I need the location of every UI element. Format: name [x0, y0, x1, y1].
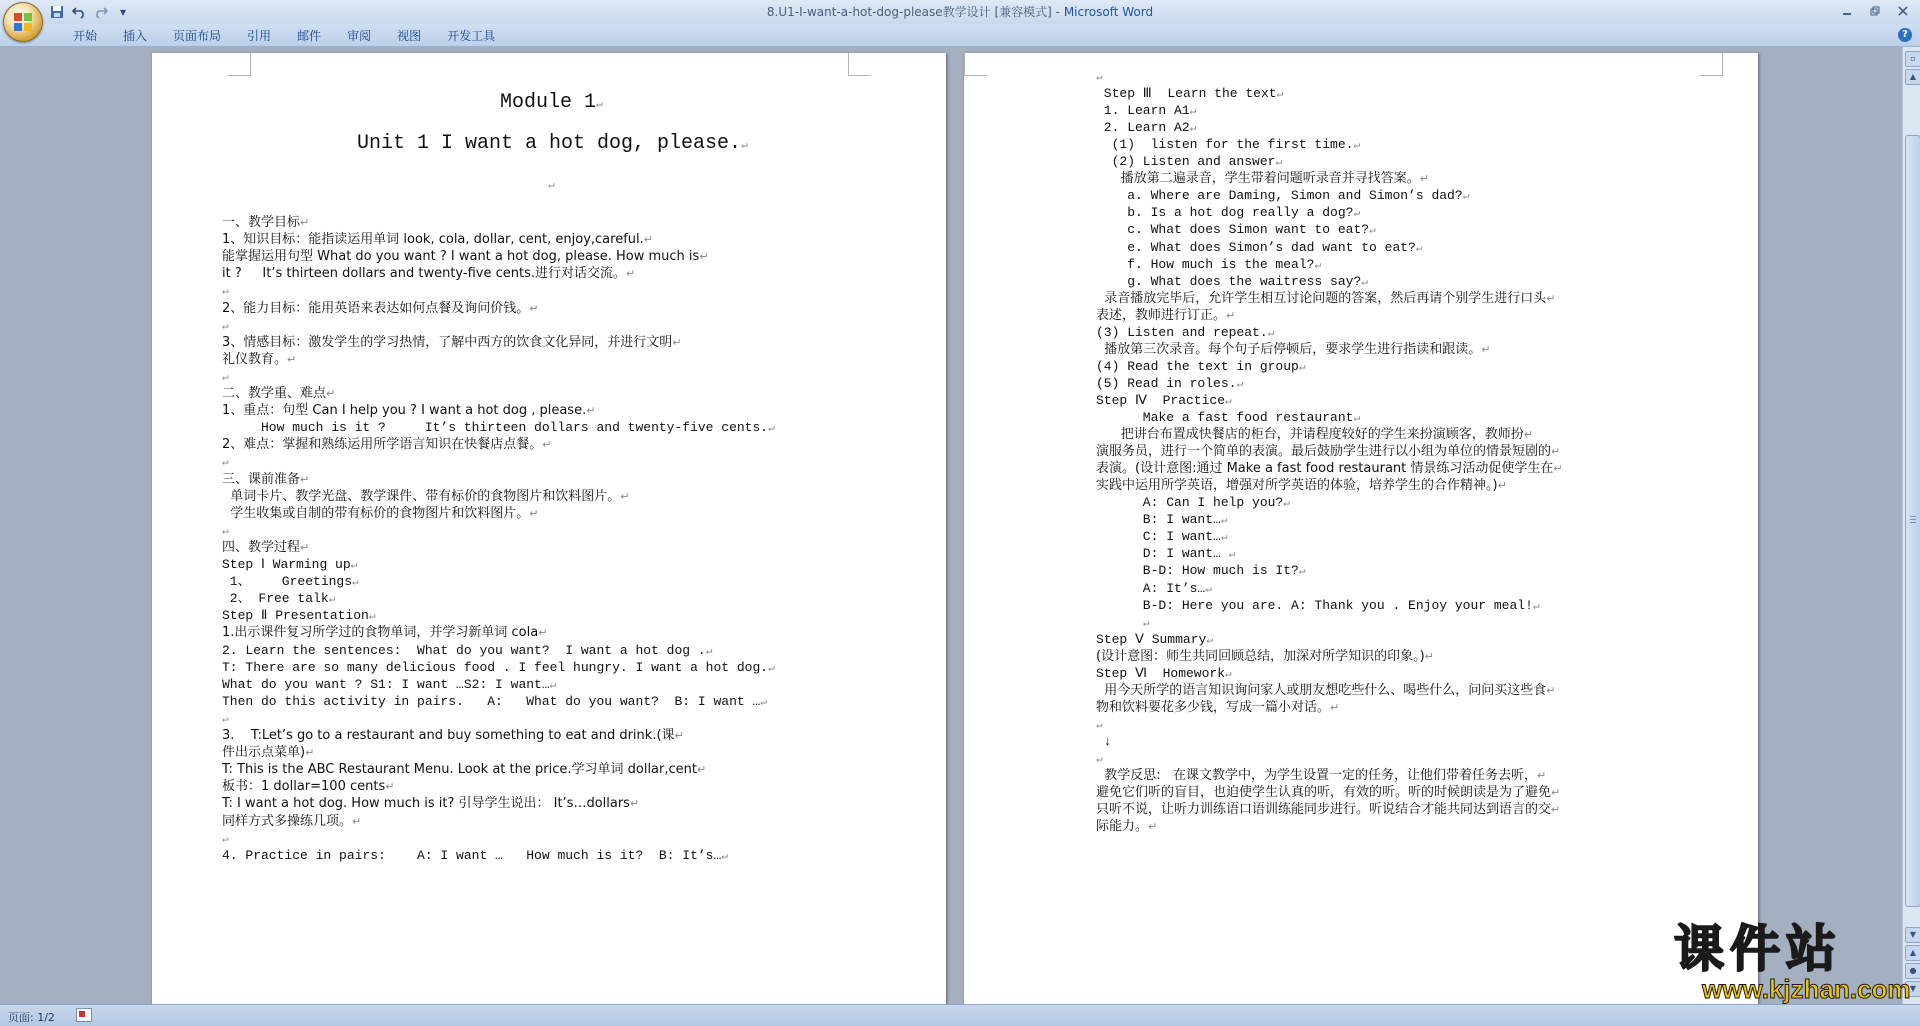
tab-review[interactable]: 审阅	[347, 29, 372, 43]
text-line: ↵	[1142, 617, 1150, 630]
text-line: ↵	[222, 713, 229, 726]
ruler-toggle-icon[interactable]: ▫	[1905, 51, 1920, 67]
text-line: 件出示点菜单)↵	[222, 745, 315, 761]
text-line: T: I want a hot dog. How much is it? 引导学生说出： It’s…dollars↵	[222, 796, 640, 812]
text-line: 四、教学过程↵	[222, 539, 310, 555]
text-line: 物和饮料要花多少钱，写成一篇小对话。↵	[1096, 699, 1340, 715]
text-line: 播放第三次录音。每个句子后停顿后，要求学生进行指读和跟读。↵	[1096, 341, 1491, 357]
text-line: 2、 Free talk↵	[222, 591, 336, 607]
text-line: b. Is a hot dog really a dog?↵	[1096, 205, 1361, 221]
tab-page-layout[interactable]: 页面布局	[173, 29, 222, 43]
customize-qat-button[interactable]: ▾	[119, 5, 127, 19]
text-line: 能掌握运用句型 What do you want ? I want a hot dog, please. How much is↵	[222, 249, 709, 265]
tab-developer[interactable]: 开发工具	[447, 29, 496, 43]
text-line: T: This is the ABC Restaurant Menu. Look at the price.学习单词 dollar,cent↵	[222, 762, 707, 778]
text-line: 单词卡片、教学光盘、教学课件、带有标价的食物图片和饮料图片。↵	[222, 488, 630, 504]
page-count[interactable]: 页面: 1/2	[8, 1011, 55, 1024]
text-line: 三、课前准备↵	[222, 471, 310, 487]
text-line: a. Where are Daming, Simon and Simon’s dad?↵	[1096, 188, 1470, 204]
text-line: (5) Read in roles.↵	[1096, 375, 1244, 391]
vertical-scrollbar[interactable]	[1902, 47, 1920, 1004]
tab-insert[interactable]: 插入	[123, 29, 148, 43]
text-line: ↵	[222, 457, 229, 470]
text-line: 1、 Greetings↵	[222, 574, 359, 590]
status-bar	[0, 1004, 1920, 1026]
text-line: 录音播放完毕后，允许学生相互讨论问题的答案，然后再请个别学生进行口头↵	[1096, 290, 1556, 306]
text-line: it ? It’s thirteen dollars and twenty-five cents.进行对话交流。↵	[222, 266, 636, 282]
text-line: ↵	[222, 286, 229, 299]
text-line: 实践中运用所学英语，增强对所学英语的体验，培养学生的合作精神。)↵	[1096, 478, 1507, 494]
tab-home[interactable]: 开始	[73, 29, 98, 43]
text-line: 避免它们听的盲目，也迫使学生认真的听，有效的听。听的时候朗读是为了避免↵	[1096, 785, 1561, 801]
text-line: How much is it ? It’s thirteen dollars and twenty-five cents.↵	[222, 420, 775, 436]
window-title	[0, 0, 1920, 24]
text-line: (4) Read the text in group↵	[1096, 358, 1306, 374]
text-line: 二、教学重、难点↵	[222, 386, 336, 401]
document-page-1[interactable]	[152, 53, 946, 1004]
scroll-down-icon[interactable]: ▼	[1905, 927, 1920, 943]
text-line: 1.出示课件复习所学过的食物单词，并学习新单词 cola↵	[222, 625, 548, 641]
text-line: 际能力。↵	[1096, 819, 1158, 835]
text-line: 教学反思: 在课文教学中，为学生设置一定的任务，让他们带着任务去听，↵	[1096, 768, 1547, 784]
margin-corner-mark	[848, 53, 871, 76]
text-line: ↵	[222, 525, 229, 538]
text-line: 板书：1 dollar=100 cents↵	[222, 779, 395, 795]
text-line: 一、教学目标↵	[222, 215, 310, 230]
office-button[interactable]	[3, 2, 43, 42]
ribbon	[0, 24, 1920, 47]
tab-references[interactable]: 引用	[247, 29, 272, 43]
help-icon[interactable]: ?	[1898, 28, 1912, 42]
tab-mailings[interactable]: 邮件	[297, 29, 322, 43]
text-line: 2、能力目标：能用英语来表达如何点餐及询问价钱。↵	[222, 300, 539, 316]
close-icon[interactable]	[1890, 2, 1916, 20]
margin-corner-mark	[964, 53, 987, 76]
proofing-status-icon[interactable]	[76, 1008, 92, 1022]
text-line: Step Ⅳ Practice↵	[1096, 392, 1232, 408]
margin-corner-mark	[228, 53, 251, 76]
text-line: 3、情感目标：激发学生的学习热情，了解中西方的饮食文化异同，并进行文明↵	[222, 334, 682, 350]
text-line: c. What does Simon want to eat?↵	[1096, 222, 1376, 238]
text-line: 4. Practice in pairs: A: I want … How much is it? B: It’s…↵	[222, 847, 728, 863]
text-line: ↵	[1096, 754, 1103, 766]
text-line: Make a fast food restaurant↵	[1096, 410, 1361, 425]
previous-page-icon[interactable]: ▲	[1905, 945, 1920, 961]
text-line: g. What does the waitress say?↵	[1096, 273, 1368, 289]
text-line: Step Ⅵ Homework↵	[1096, 665, 1232, 681]
text-line: 1、重点：句型 Can I help you ? I want a hot dog , please.↵	[222, 403, 596, 419]
text-line: 同样方式多操练几项。↵	[222, 813, 362, 829]
watermark-text: 课件站	[1674, 920, 1842, 978]
text-line: (设计意图：师生共同回顾总结，加深对所学知识的印象。)↵	[1096, 648, 1434, 664]
text-line: 把讲台布置成快餐店的柜台，并请程度较好的学生来扮演顾客，教师扮↵	[1096, 427, 1534, 443]
text-line: (2) Listen and answer↵	[1096, 154, 1283, 170]
text-line: 表演。(设计意图:通过 Make a fast food restaurant 情景练习活动促使学生在↵	[1096, 461, 1563, 477]
text-line: Step Ⅱ Presentation↵	[222, 608, 376, 624]
text-line: 只听不说，让听力训练语口语训练能同步进行。听说结合才能共同达到语言的交↵	[1096, 802, 1561, 818]
text-line: ↵	[1096, 72, 1103, 84]
title-bar	[0, 0, 1920, 24]
text-line: C: I want…↵	[1096, 529, 1228, 545]
text-line: ↵	[222, 833, 229, 846]
text-line: ↓	[1096, 733, 1112, 749]
text-line: f. How much is the meal?↵	[1096, 256, 1322, 272]
document-workspace[interactable]	[0, 47, 1902, 1004]
text-line: D: I want… ↵	[1096, 546, 1236, 562]
margin-corner-mark	[1700, 53, 1723, 76]
text-line: (1) listen for the first time.↵	[1096, 137, 1361, 153]
document-page-2[interactable]	[964, 53, 1758, 1004]
text-line: 2、难点：掌握和熟练运用所学语言知识在快餐店点餐。↵	[222, 437, 552, 453]
text-line: What do you want ? S1: I want …S2: I want…↵	[222, 676, 557, 692]
scroll-up-icon[interactable]: ▲	[1905, 69, 1920, 85]
office-logo-icon	[14, 13, 32, 31]
text-line: 学生收集或自制的带有标价的食物图片和饮料图片。↵	[222, 505, 539, 521]
text-line: 演服务员，进行一个简单的表演。最后鼓励学生进行以小组为单位的情景短剧的↵	[1096, 444, 1561, 460]
text-line: 1、知识目标：能指读运用单词 look, cola, dollar, cent, enjoy,careful.↵	[222, 232, 653, 248]
text-line: e. What does Simon’s dad want to eat?↵	[1096, 239, 1423, 255]
text-line: 1. Learn A1↵	[1096, 103, 1197, 119]
text-line: 礼仪教育。↵	[222, 351, 297, 367]
save-icon[interactable]	[48, 3, 66, 21]
module-heading: Module 1↵	[500, 91, 603, 114]
text-line: T: There are so many delicious food . I feel hungry. I want a hot dog.↵	[222, 659, 775, 675]
restore-icon[interactable]	[1862, 2, 1888, 20]
ribbon-tabs	[60, 27, 508, 45]
browse-object-icon[interactable]: ●	[1905, 963, 1920, 979]
text-line: ↵	[222, 371, 229, 384]
unit-heading: Unit 1 I want a hot dog, please.↵	[357, 132, 748, 155]
text-line: Step Ⅴ Summary↵	[1096, 631, 1213, 647]
text-line: 3. T:Let’s go to a restaurant and buy something to eat and drink.(课↵	[222, 728, 684, 743]
text-line: 2. Learn the sentences: What do you want? I want a hot dog .↵	[222, 642, 713, 658]
next-page-icon[interactable]: ▼	[1905, 981, 1920, 997]
minimize-icon[interactable]	[1834, 2, 1860, 20]
redo-icon[interactable]	[92, 3, 110, 21]
text-line: (3) Listen and repeat.↵	[1096, 324, 1275, 340]
window-controls	[1834, 2, 1916, 20]
app-name: Microsoft Word	[1063, 5, 1154, 19]
text-line: B-D: Here you are. A: Thank you . Enjoy your meal!↵	[1096, 597, 1540, 613]
text-line: ↵	[1096, 719, 1103, 732]
text-line: A: It’s…↵	[1096, 580, 1212, 596]
text-line: Step Ⅰ Warming up↵	[222, 557, 358, 572]
watermark-logo	[1668, 920, 1918, 1004]
text-line: Step Ⅲ Learn the text↵	[1096, 86, 1284, 102]
text-line: B-D: How much is It?↵	[1096, 563, 1306, 579]
undo-icon[interactable]	[70, 3, 88, 21]
text-line: 播放第二遍录音，学生带着问题听录音并寻找答案。↵	[1096, 171, 1430, 187]
text-line: 表述，教师进行订正。↵	[1096, 307, 1236, 323]
watermark-url: www.kjzhan.com	[1702, 974, 1911, 1004]
scroll-thumb[interactable]	[1905, 135, 1920, 907]
text-line: 2. Learn A2↵	[1096, 120, 1197, 136]
tab-view[interactable]: 视图	[397, 29, 422, 43]
text-line: A: Can I help you?↵	[1096, 495, 1290, 511]
text-line: ↵	[222, 320, 229, 333]
paragraph-mark: ↵	[548, 180, 555, 192]
document-title: 8.U1-I-want-a-hot-dog-please教学设计 [兼容模式] -	[766, 5, 1064, 19]
text-line: Then do this activity in pairs. A: What do you want? B: I want …↵	[222, 693, 767, 709]
text-line: 用今天所学的语言知识询问家人或朋友想吃些什么、喝些什么，问问买这些食↵	[1096, 682, 1556, 698]
text-line: B: I want…↵	[1096, 512, 1228, 528]
quick-access-toolbar	[48, 2, 132, 22]
